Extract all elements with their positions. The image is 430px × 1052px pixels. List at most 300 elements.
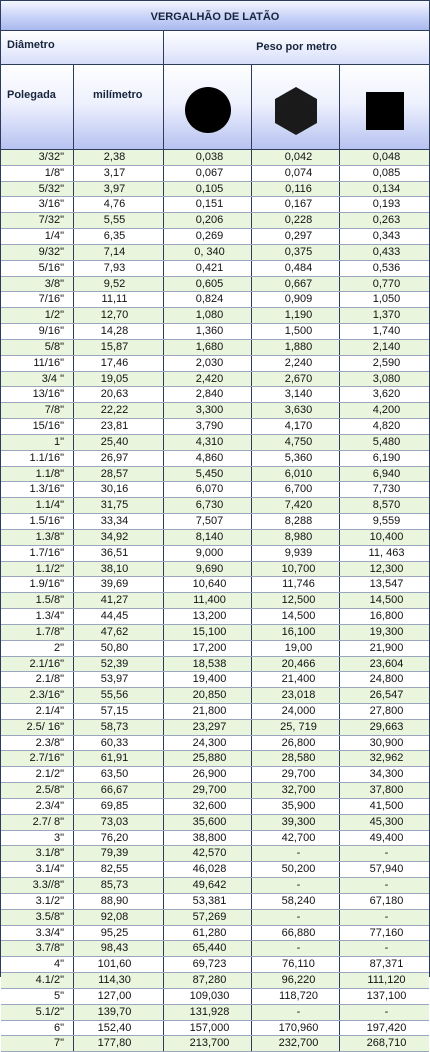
table-row (1, 957, 429, 973)
inch-cell: 5.1/2" (1, 1005, 74, 1020)
round-weight-cell: 15,100 (164, 625, 252, 640)
table-row (1, 751, 429, 767)
table-row (1, 277, 429, 293)
table-row (1, 941, 429, 957)
table-row (1, 166, 429, 182)
hexagonal-weight-cell: 0,074 (252, 166, 340, 181)
table-row (1, 324, 429, 340)
millimeter-cell: 5,55 (74, 213, 164, 228)
inch-cell: 13/16" (1, 387, 74, 402)
inch-cell: 7/8" (1, 403, 74, 418)
round-weight-cell: 3,790 (164, 419, 252, 434)
round-weight-cell: 2,840 (164, 387, 252, 402)
millimeter-cell: 69,85 (74, 799, 164, 814)
hexagonal-weight-cell: 1,880 (252, 340, 340, 355)
hexagonal-weight-cell: 0,297 (252, 229, 340, 244)
hexagonal-weight-cell: 10,700 (252, 562, 340, 577)
hexagonal-weight-cell: 20,466 (252, 657, 340, 672)
millimeter-cell: 61,91 (74, 751, 164, 766)
hexagonal-weight-cell: 21,400 (252, 672, 340, 687)
round-weight-cell: 1,680 (164, 340, 252, 355)
inch-cell: 3/4 " (1, 372, 74, 387)
square-weight-cell: 45,300 (369, 815, 404, 828)
hexagonal-weight-cell: 0,667 (252, 277, 340, 292)
hexagonal-weight-cell: 25, 719 (252, 720, 340, 735)
inch-column-header: Polegada (1, 65, 74, 149)
square-bar-icon (366, 92, 404, 130)
square-column-header (340, 65, 429, 149)
hexagonal-weight-cell: 8,288 (252, 514, 340, 529)
table-row (1, 419, 429, 435)
inch-cell: 1.1/8" (1, 467, 74, 482)
inch-cell: 2.3/8" (1, 736, 74, 751)
inch-cell: 6" (1, 1021, 74, 1036)
round-bar-icon (184, 86, 232, 134)
hexagonal-weight-cell: - (252, 1005, 340, 1020)
inch-cell: 1.5/16" (1, 514, 74, 529)
square-weight-cell: 0,343 (372, 230, 401, 243)
table-row (1, 403, 429, 419)
inch-cell: 2.3/16" (1, 688, 74, 703)
square-weight-cell: 1,370 (372, 309, 401, 322)
hexagonal-weight-cell: 1,190 (252, 308, 340, 323)
square-weight-cell: 1,740 (372, 325, 401, 338)
square-weight-cell: 14,500 (369, 594, 404, 607)
hexagonal-weight-cell: 14,500 (252, 609, 340, 624)
millimeter-cell: 85,73 (74, 878, 164, 893)
hexagonal-weight-cell: 0,228 (252, 213, 340, 228)
table-row (1, 435, 429, 451)
millimeter-cell: 98,43 (74, 941, 164, 956)
round-weight-cell: 87,280 (164, 973, 252, 988)
table-row (1, 831, 429, 847)
hexagonal-weight-cell: 0,909 (252, 292, 340, 307)
table-row (1, 482, 429, 498)
table-row (1, 562, 429, 578)
hexagonal-weight-cell: 24,000 (252, 704, 340, 719)
hexagonal-weight-cell: 96,220 (252, 973, 340, 988)
millimeter-cell: 57,15 (74, 704, 164, 719)
hexagonal-weight-cell: 39,300 (252, 815, 340, 830)
table-row (1, 625, 429, 641)
millimeter-cell: 7,93 (74, 261, 164, 276)
hexagonal-weight-cell: 0,116 (252, 182, 340, 197)
round-weight-cell: 18,538 (164, 657, 252, 672)
millimeter-cell: 31,75 (74, 498, 164, 513)
table-row (1, 356, 429, 372)
square-weight-cell: - (384, 1005, 389, 1018)
round-weight-cell: 25,880 (164, 751, 252, 766)
square-weight-cell: 268,710 (366, 1037, 407, 1050)
hexagonal-weight-cell: 0,042 (252, 150, 340, 165)
millimeter-cell: 3,17 (74, 166, 164, 181)
square-weight-cell: 23,604 (369, 657, 404, 670)
millimeter-cell: 17,46 (74, 356, 164, 371)
round-weight-cell: 21,800 (164, 704, 252, 719)
square-weight-cell: 9,559 (372, 515, 401, 528)
table-row (1, 197, 429, 213)
millimeter-cell: 36,51 (74, 546, 164, 561)
table-row (1, 815, 429, 831)
square-weight-cell: 49,400 (369, 831, 404, 844)
millimeter-cell: 3,97 (74, 182, 164, 197)
round-weight-cell: 38,800 (164, 831, 252, 846)
millimeter-cell: 30,16 (74, 482, 164, 497)
inch-cell: 11/16" (1, 356, 74, 371)
inch-cell: 1" (1, 435, 74, 450)
hexagonal-weight-cell: - (252, 941, 340, 956)
millimeter-cell: 177,80 (74, 1036, 164, 1051)
inch-cell: 2.5/8" (1, 783, 74, 798)
square-weight-cell: 24,800 (369, 673, 404, 686)
millimeter-cell: 73,03 (74, 815, 164, 830)
millimeter-cell: 127,00 (74, 989, 164, 1004)
millimeter-cell: 39,69 (74, 577, 164, 592)
inch-cell: 1.3/8" (1, 530, 74, 545)
millimeter-column-header: milímetro (74, 65, 164, 149)
millimeter-cell: 92,08 (74, 910, 164, 925)
millimeter-cell: 76,20 (74, 831, 164, 846)
inch-cell: 1.3/4" (1, 609, 74, 624)
millimeter-cell: 9,52 (74, 277, 164, 292)
square-weight-cell: 27,800 (369, 704, 404, 717)
hexagonal-weight-cell: 23,018 (252, 688, 340, 703)
hexagonal-weight-cell: 28,580 (252, 751, 340, 766)
table-row (1, 467, 429, 483)
millimeter-cell: 11,11 (74, 292, 164, 307)
hexagonal-weight-cell: 0,167 (252, 197, 340, 212)
hexagonal-weight-cell: 3,630 (252, 403, 340, 418)
table-row (1, 989, 429, 1005)
round-weight-cell: 10,640 (164, 577, 252, 592)
millimeter-cell: 79,39 (74, 846, 164, 861)
hexagonal-weight-cell: 42,700 (252, 831, 340, 846)
square-weight-cell: 4,200 (372, 404, 401, 417)
square-weight-cell: 0,433 (372, 245, 401, 258)
round-weight-cell: 0,105 (164, 182, 252, 197)
millimeter-cell: 20,63 (74, 387, 164, 402)
round-weight-cell: 17,200 (164, 641, 252, 656)
millimeter-cell: 139,70 (74, 1005, 164, 1020)
table-row (1, 308, 429, 324)
table-row (1, 862, 429, 878)
round-weight-cell: 4,310 (164, 435, 252, 450)
table-row (1, 641, 429, 657)
square-weight-cell: 19,300 (369, 625, 404, 638)
inch-cell: 3.3//8" (1, 878, 74, 893)
millimeter-cell: 38,10 (74, 562, 164, 577)
inch-cell: 4.1/2" (1, 973, 74, 988)
millimeter-cell: 19,05 (74, 372, 164, 387)
round-weight-cell: 53,381 (164, 894, 252, 909)
round-weight-cell: 0,605 (164, 277, 252, 292)
table-row (1, 926, 429, 942)
millimeter-cell: 22,22 (74, 403, 164, 418)
table-row (1, 799, 429, 815)
millimeter-cell: 15,87 (74, 340, 164, 355)
square-weight-cell: 0,536 (372, 261, 401, 274)
square-weight-cell: 0,085 (372, 166, 401, 179)
inch-cell: 1.9/16" (1, 577, 74, 592)
square-weight-cell: 2,140 (372, 340, 401, 353)
inch-cell: 15/16" (1, 419, 74, 434)
table-row (1, 340, 429, 356)
table-row (1, 910, 429, 926)
square-weight-cell: 5,480 (372, 435, 401, 448)
square-weight-cell: 8,570 (372, 499, 401, 512)
round-weight-cell: 49,642 (164, 878, 252, 893)
square-weight-cell: 34,300 (369, 768, 404, 781)
round-weight-cell: 20,850 (164, 688, 252, 703)
round-weight-cell: 46,028 (164, 862, 252, 877)
table-row (1, 688, 429, 704)
hexagonal-weight-cell: 9,939 (252, 546, 340, 561)
square-weight-cell: 1,050 (372, 293, 401, 306)
millimeter-cell: 50,80 (74, 641, 164, 656)
round-weight-cell: 213,700 (164, 1036, 252, 1051)
table-row (1, 1021, 429, 1037)
table-row (1, 1005, 429, 1021)
hexagonal-weight-cell: 6,010 (252, 467, 340, 482)
round-weight-cell: 7,507 (164, 514, 252, 529)
table-row (1, 150, 429, 166)
square-weight-cell: 41,500 (369, 799, 404, 812)
hexagonal-weight-cell: 6,700 (252, 482, 340, 497)
table-row (1, 593, 429, 609)
square-weight-cell: 13,547 (369, 578, 404, 591)
table-row (1, 846, 429, 862)
inch-cell: 1/2" (1, 308, 74, 323)
hexagonal-weight-cell: 50,200 (252, 862, 340, 877)
hexagonal-weight-cell: - (252, 846, 340, 861)
round-weight-cell: 2,030 (164, 356, 252, 371)
round-weight-cell: 69,723 (164, 957, 252, 972)
round-weight-cell: 9,690 (164, 562, 252, 577)
hexagonal-weight-cell: 2,670 (252, 372, 340, 387)
table-row (1, 292, 429, 308)
table-row (1, 514, 429, 530)
square-weight-cell: 3,080 (372, 372, 401, 385)
inch-cell: 3" (1, 831, 74, 846)
inch-cell: 1.1/16" (1, 451, 74, 466)
table-row (1, 767, 429, 783)
inch-cell: 2.1/8" (1, 672, 74, 687)
round-weight-cell: 0,421 (164, 261, 252, 276)
millimeter-cell: 82,55 (74, 862, 164, 877)
table-row (1, 720, 429, 736)
inch-cell: 3/32" (1, 150, 74, 165)
hexagonal-weight-cell: 8,980 (252, 530, 340, 545)
round-weight-cell: 29,700 (164, 783, 252, 798)
table-row (1, 498, 429, 514)
millimeter-cell: 12,70 (74, 308, 164, 323)
hexagonal-weight-cell: 0,484 (252, 261, 340, 276)
square-weight-cell: 4,820 (372, 420, 401, 433)
hexagonal-weight-cell: 19,00 (252, 641, 340, 656)
hexagonal-weight-cell: 11,746 (252, 577, 340, 592)
round-weight-cell: 157,000 (164, 1021, 252, 1036)
inch-cell: 2.3/4" (1, 799, 74, 814)
millimeter-cell: 25,40 (74, 435, 164, 450)
inch-cell: 3.7/8" (1, 941, 74, 956)
inch-cell: 3.1/4" (1, 862, 74, 877)
hexagonal-weight-cell: - (252, 910, 340, 925)
inch-cell: 5" (1, 989, 74, 1004)
table-row (1, 672, 429, 688)
hexagonal-weight-cell: 3,140 (252, 387, 340, 402)
inch-cell: 2.1/16" (1, 657, 74, 672)
table-row (1, 546, 429, 562)
hexagonal-weight-cell: 1,500 (252, 324, 340, 339)
millimeter-cell: 95,25 (74, 926, 164, 941)
inch-cell: 7/16" (1, 292, 74, 307)
millimeter-cell: 63,50 (74, 767, 164, 782)
hexagonal-weight-cell: 0,375 (252, 245, 340, 260)
round-weight-cell: 0,151 (164, 197, 252, 212)
square-weight-cell: - (384, 942, 389, 955)
hexagonal-weight-cell: 32,700 (252, 783, 340, 798)
square-weight-cell: 11, 463 (368, 546, 405, 559)
millimeter-cell: 34,92 (74, 530, 164, 545)
inch-cell: 3.1/8" (1, 846, 74, 861)
round-weight-cell: 61,280 (164, 926, 252, 941)
table-row (1, 261, 429, 277)
hexagonal-weight-cell: 5,360 (252, 451, 340, 466)
inch-cell: 1.7/16" (1, 546, 74, 561)
square-weight-cell: - (384, 879, 389, 892)
millimeter-cell: 7,14 (74, 245, 164, 260)
round-weight-cell: 13,200 (164, 609, 252, 624)
square-weight-cell: 32,962 (369, 752, 404, 765)
millimeter-cell: 28,57 (74, 467, 164, 482)
millimeter-cell: 6,35 (74, 229, 164, 244)
hexagonal-weight-cell: 2,240 (252, 356, 340, 371)
table-title: VERGALHÃO DE LATÃO (1, 1, 429, 31)
round-weight-cell: 23,297 (164, 720, 252, 735)
inch-cell: 1/8" (1, 166, 74, 181)
inch-cell: 7/32" (1, 213, 74, 228)
square-weight-cell: 6,190 (372, 451, 401, 464)
millimeter-cell: 152,40 (74, 1021, 164, 1036)
hexagonal-weight-cell: - (252, 878, 340, 893)
round-weight-cell: 5,450 (164, 467, 252, 482)
millimeter-cell: 66,67 (74, 783, 164, 798)
round-weight-cell: 26,900 (164, 767, 252, 782)
round-weight-cell: 11,400 (164, 593, 252, 608)
table-row (1, 451, 429, 467)
hexagonal-weight-cell: 76,110 (252, 957, 340, 972)
hexagonal-weight-cell: 7,420 (252, 498, 340, 513)
square-weight-cell: 67,180 (369, 894, 404, 907)
millimeter-cell: 58,73 (74, 720, 164, 735)
square-weight-cell: 3,620 (372, 388, 401, 401)
round-weight-cell: 42,570 (164, 846, 252, 861)
inch-cell: 4" (1, 957, 74, 972)
millimeter-cell: 52,39 (74, 657, 164, 672)
round-weight-cell: 0,206 (164, 213, 252, 228)
millimeter-cell: 41,27 (74, 593, 164, 608)
inch-cell: 2" (1, 641, 74, 656)
square-weight-cell: - (384, 847, 389, 860)
hexagonal-weight-cell: 16,100 (252, 625, 340, 640)
hexagonal-weight-cell: 170,960 (252, 1021, 340, 1036)
millimeter-cell: 44,45 (74, 609, 164, 624)
inch-cell: 2.5/ 16" (1, 720, 74, 735)
table-row (1, 736, 429, 752)
table-row (1, 704, 429, 720)
square-weight-cell: 37,800 (369, 784, 404, 797)
table-row (1, 387, 429, 403)
inch-cell: 1/4" (1, 229, 74, 244)
millimeter-cell: 23,81 (74, 419, 164, 434)
table-row (1, 530, 429, 546)
table-row (1, 657, 429, 673)
millimeter-cell: 114,30 (74, 973, 164, 988)
inch-cell: 3.1/2" (1, 894, 74, 909)
millimeter-cell: 53,97 (74, 672, 164, 687)
weight-per-meter-header: Peso por metro (256, 41, 337, 53)
hexagonal-column-header (252, 65, 340, 149)
round-weight-cell: 32,600 (164, 799, 252, 814)
inch-cell: 9/16" (1, 324, 74, 339)
square-weight-cell: 77,160 (369, 926, 404, 939)
hexagonal-weight-cell: 12,500 (252, 593, 340, 608)
square-weight-cell: - (384, 910, 389, 923)
hexagonal-weight-cell: 58,240 (252, 894, 340, 909)
square-weight-cell: 0,193 (372, 198, 401, 211)
inch-cell: 1.1/4" (1, 498, 74, 513)
round-weight-cell: 6,730 (164, 498, 252, 513)
square-weight-cell: 87,371 (369, 958, 404, 971)
round-weight-cell: 4,860 (164, 451, 252, 466)
round-weight-cell: 65,440 (164, 941, 252, 956)
table-row (1, 1036, 429, 1052)
table-row (1, 609, 429, 625)
square-weight-cell: 10,400 (369, 530, 404, 543)
round-weight-cell: 0,824 (164, 292, 252, 307)
square-weight-cell: 21,900 (369, 641, 404, 654)
inch-cell: 1.1/2" (1, 562, 74, 577)
table-body (1, 150, 429, 1052)
square-weight-cell: 0,770 (372, 277, 401, 290)
square-weight-cell: 12,300 (369, 562, 404, 575)
round-weight-cell: 2,420 (164, 372, 252, 387)
hexagonal-weight-cell: 118,720 (252, 989, 340, 1004)
inch-cell: 1.5/8" (1, 593, 74, 608)
inch-cell: 1.3/16" (1, 482, 74, 497)
table-row (1, 878, 429, 894)
table-row (1, 577, 429, 593)
square-weight-cell: 16,800 (369, 610, 404, 623)
hexagonal-weight-cell: 232,700 (252, 1036, 340, 1051)
round-weight-cell: 1,360 (164, 324, 252, 339)
round-weight-cell: 109,030 (164, 989, 252, 1004)
millimeter-cell: 26,97 (74, 451, 164, 466)
square-weight-cell: 7,730 (372, 483, 401, 496)
inch-cell: 3/16" (1, 197, 74, 212)
hexagonal-bar-icon (271, 86, 321, 136)
square-weight-cell: 2,590 (372, 356, 401, 369)
inch-cell: 3.3/4" (1, 926, 74, 941)
round-weight-cell: 3,300 (164, 403, 252, 418)
table-row (1, 372, 429, 388)
inch-cell: 1.7/8" (1, 625, 74, 640)
round-weight-cell: 6,070 (164, 482, 252, 497)
hexagonal-weight-cell: 66,880 (252, 926, 340, 941)
square-weight-cell: 0,048 (372, 151, 401, 163)
round-weight-cell: 19,400 (164, 672, 252, 687)
square-weight-cell: 137,100 (366, 989, 407, 1002)
